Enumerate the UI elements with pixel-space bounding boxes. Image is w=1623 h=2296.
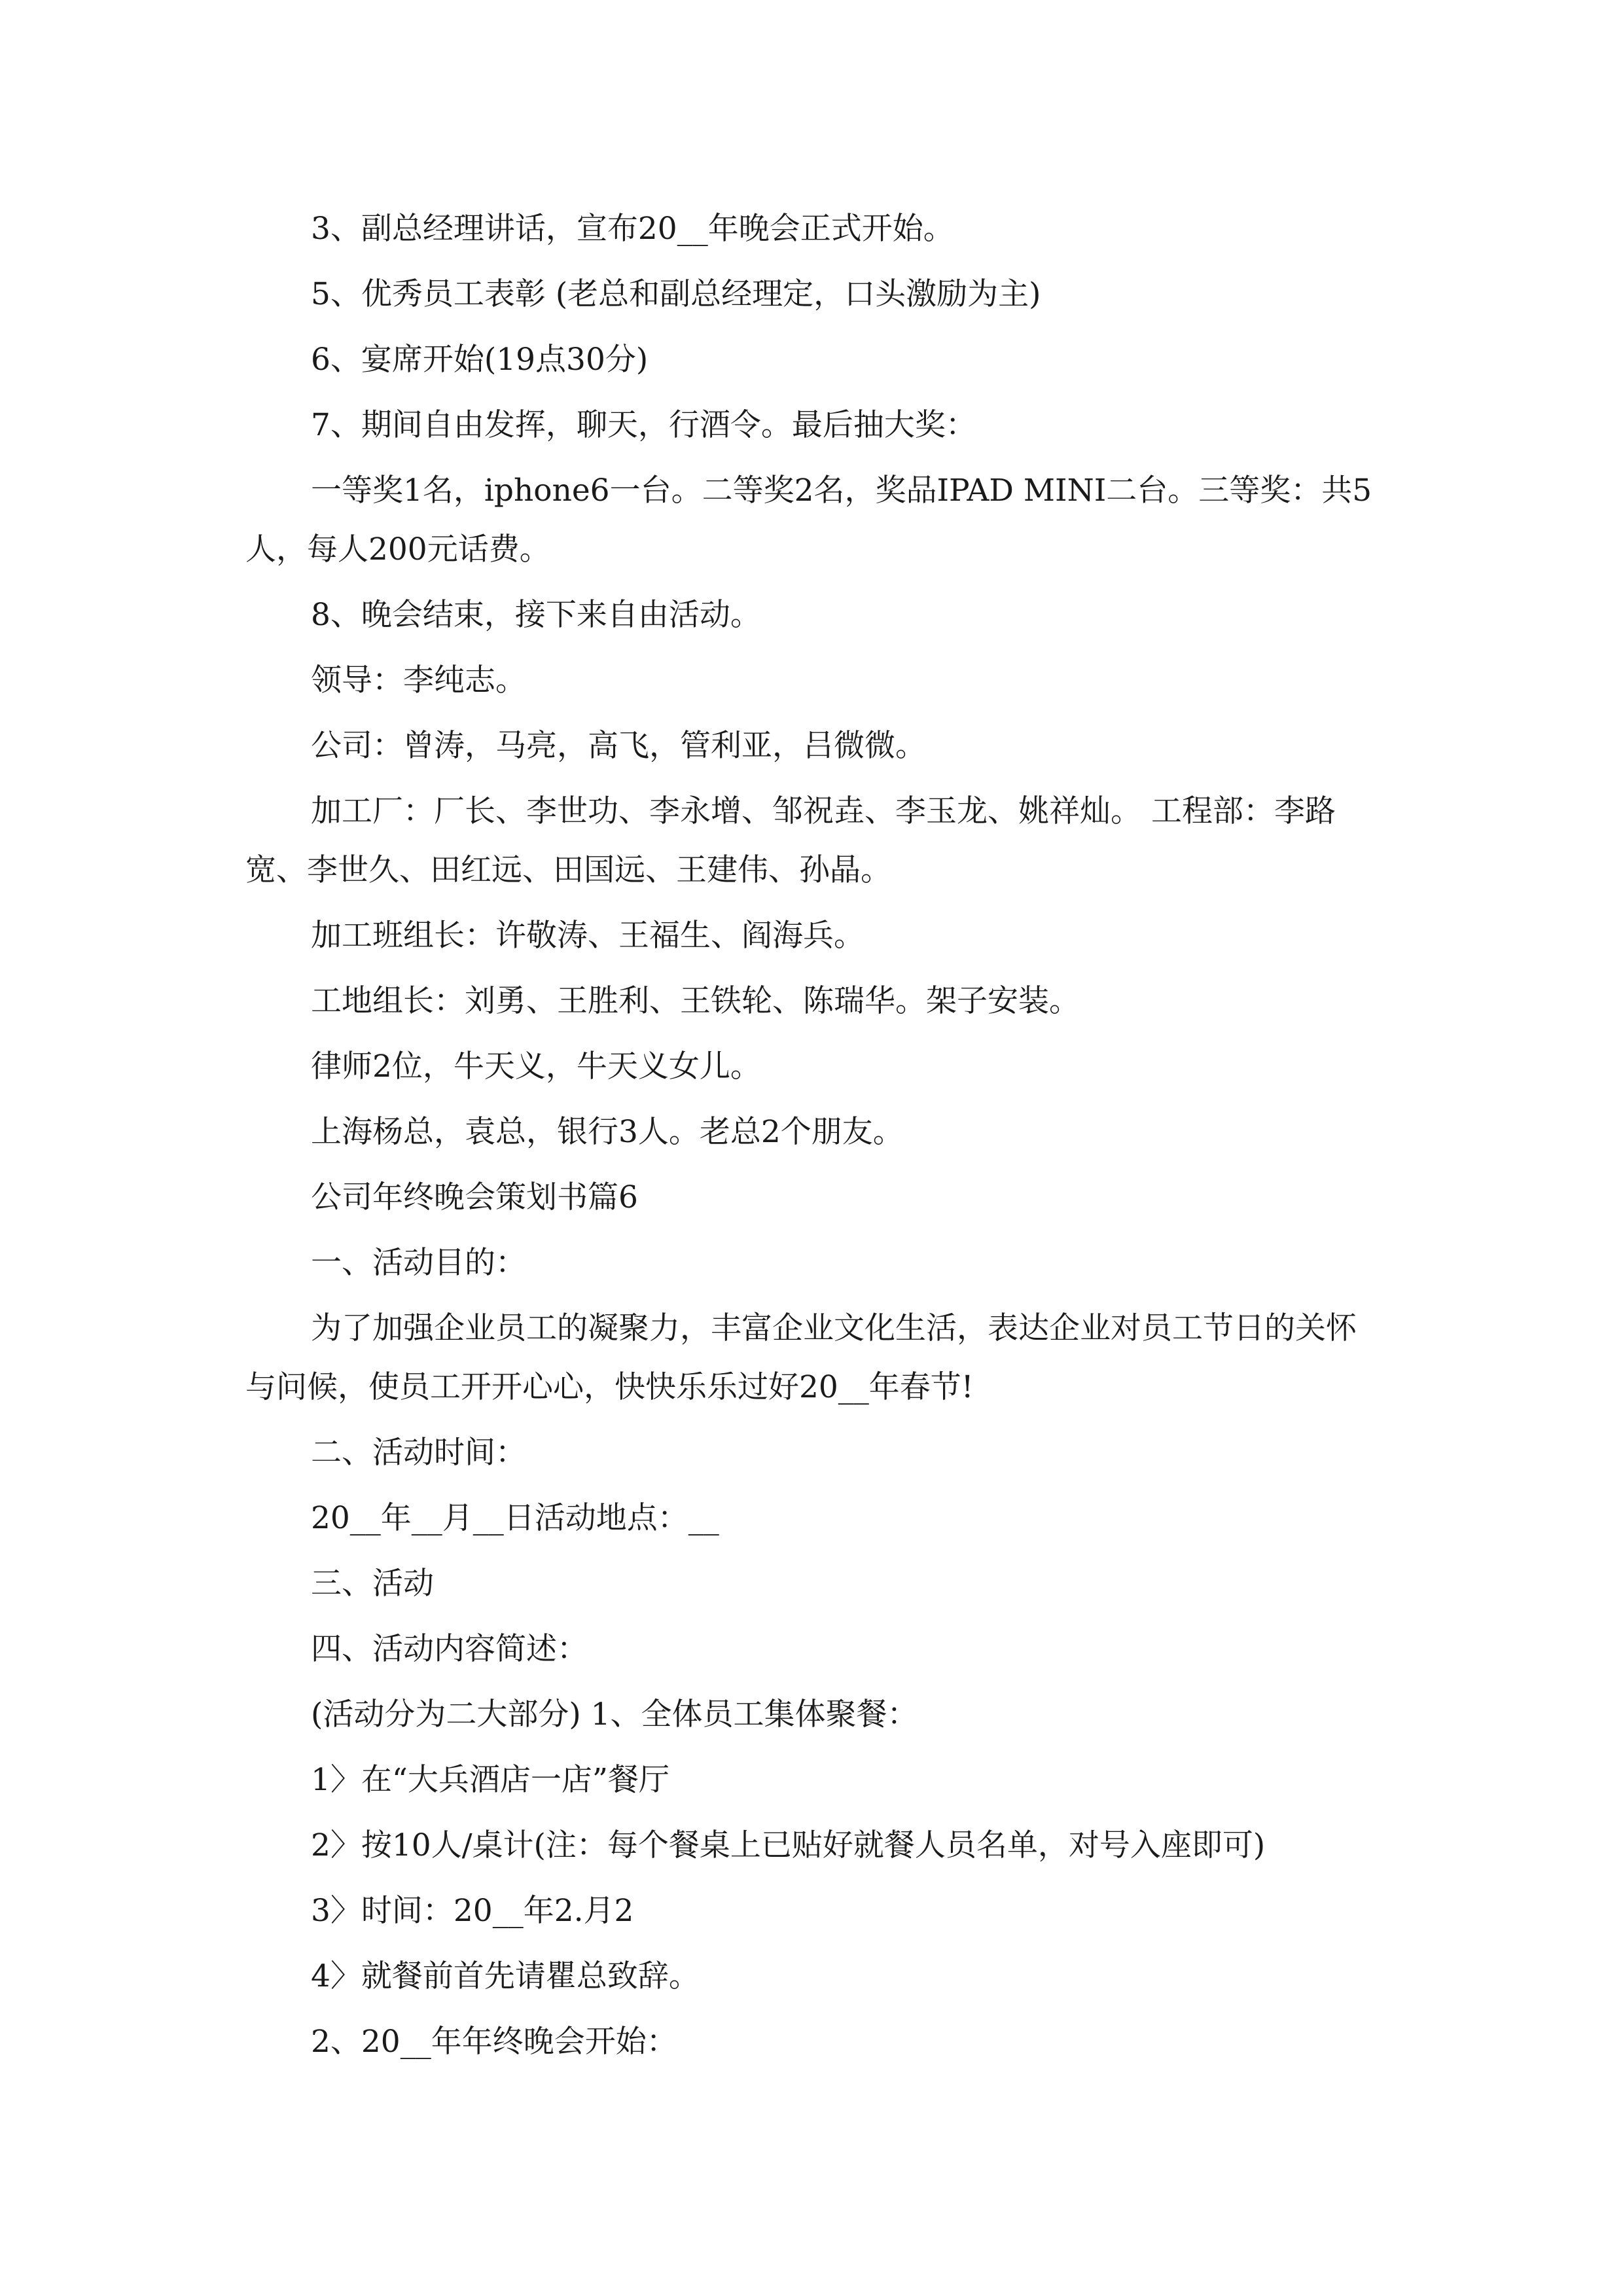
section-heading: 公司年终晚会策划书篇6 [311, 1179, 638, 1215]
document-body [245, 196, 1378, 2075]
paragraph: 为了加强企业员工的凝聚力，丰富企业文化生活，表达企业对员工节日的关怀与问候，使员工开开心心，快快乐乐过好20__年春节! [245, 1310, 1357, 1405]
paragraph: 1〉在“大兵酒店一店”餐厅 [311, 1762, 669, 1798]
paragraph: 8、晚会结束，接下来自由活动。 [311, 597, 761, 633]
paragraph: 6、宴席开始(19点30分) [311, 342, 649, 378]
paragraph: 上海杨总，袁总，银行3人。老总2个朋友。 [311, 1114, 904, 1150]
paragraph: 2〉按10人/桌计(注：每个餐桌上已贴好就餐人员名单，对号入座即可) [311, 1827, 1266, 1863]
paragraph: 公司：曾涛，马亮，高飞，管利亚，吕微微。 [311, 728, 926, 764]
paragraph: 5、优秀员工表彰 (老总和副总经理定，口头激励为主) [311, 276, 1041, 312]
paragraph: 20__年__月__日活动地点：__ [311, 1500, 719, 1536]
paragraph: 一、活动目的： [311, 1245, 526, 1281]
paragraph: 加工班组长：许敬涛、王福生、阎海兵。 [311, 918, 865, 954]
paragraph: 3、副总经理讲话，宣布20__年晚会正式开始。 [311, 211, 954, 247]
paragraph: (活动分为二大部分) 1、全体员工集体聚餐： [311, 1696, 918, 1732]
paragraph: 3〉时间：20__年2.月2 [311, 1893, 634, 1929]
paragraph: 领导：李纯志。 [311, 662, 526, 698]
paragraph: 工地组长：刘勇、王胜利、王铁轮、陈瑞华。架子安装。 [311, 983, 1080, 1019]
paragraph: 2、20__年年终晚会开始： [311, 2024, 677, 2060]
paragraph: 一等奖1名，iphone6一台。二等奖2名，奖品IPAD MINI二台。三等奖：共5人，每人200元话费。 [245, 473, 1372, 567]
paragraph: 三、活动 [311, 1566, 434, 1602]
paragraph: 加工厂：厂长、李世功、李永增、邹祝垚、李玉龙、姚祥灿。 工程部：李路宽、李世久、田红远、田国远、王建伟、孙晶。 [245, 793, 1336, 888]
paragraph: 4〉就餐前首先请瞿总致辞。 [311, 1958, 700, 1994]
paragraph: 二、活动时间： [311, 1435, 526, 1471]
paragraph: 7、期间自由发挥，聊天，行酒令。最后抽大奖： [311, 407, 976, 443]
paragraph: 四、活动内容简述： [311, 1631, 588, 1667]
paragraph: 律师2位，牛天义，牛天义女儿。 [311, 1049, 761, 1085]
